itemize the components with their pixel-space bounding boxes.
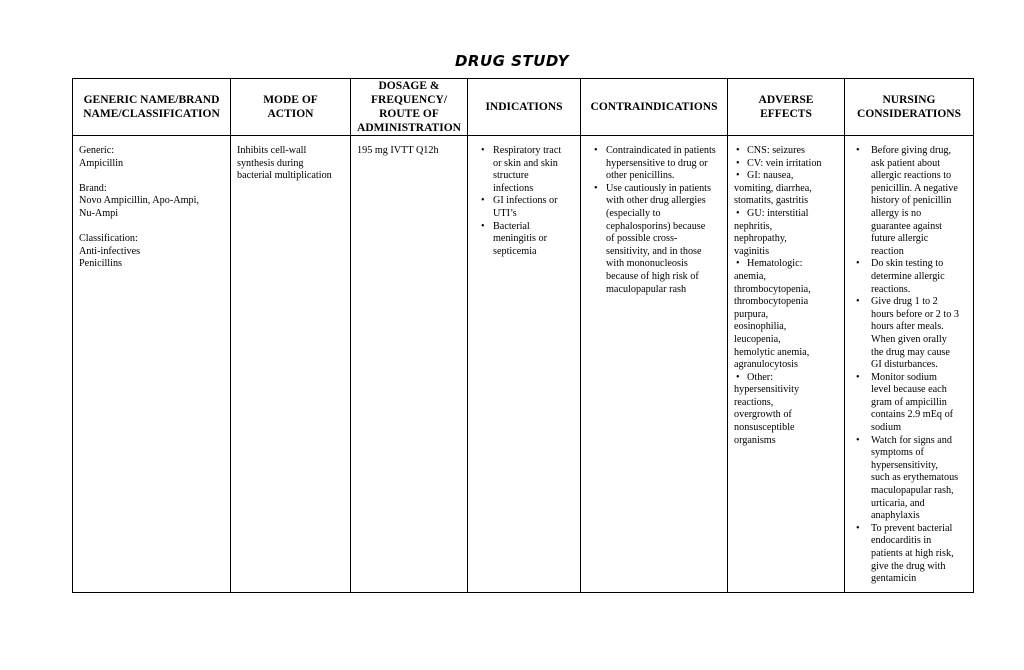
brand-value: Novo Ampicillin, Apo-Ampi, (79, 195, 199, 207)
document-title: DRUG STUDY (454, 52, 570, 70)
drug-study-table (72, 78, 974, 593)
classification-value: Anti-infectives (79, 245, 141, 257)
list-item: • Before giving drug, ask patient about allergic reactions to penicillin. A negative history of penicillin allergy is no guarantee against future allergic reaction (851, 145, 969, 258)
list-item: • CV: vein irritation (734, 158, 840, 171)
generic-name-cell (73, 136, 231, 593)
indications-cell (468, 136, 581, 593)
drug-row (73, 136, 974, 593)
contraindications-list (587, 145, 723, 296)
list-item: • Watch for signs and symptoms of hypersensitivity, such as erythematous maculopapular rash, urticaria, and anaphylaxis (851, 435, 969, 523)
list-item: • GI infections or UTI’s (474, 195, 576, 220)
list-item: • Use cautiously in patients with other drug allergies (especially to cephalosporins) because of possible cross- sensitivity, and in those with mononucleosis because of high risk of maculopapular rash (587, 183, 723, 296)
header-generic-name: GENERIC NAME/BRAND NAME/CLASSIFICATION (73, 79, 231, 136)
header-dosage: DOSAGE & FREQUENCY/ ROUTE OF ADMINISTRATION (351, 79, 468, 136)
header-mode-of-action: MODE OF ACTION (231, 79, 351, 136)
brand-value: Nu-Ampi (79, 207, 119, 219)
list-item: • Bacterial meningitis or septicemia (474, 221, 576, 259)
adverse-effects-list (734, 145, 840, 447)
list-item: • To prevent bacterial endocarditis in patients at high risk, give the drug with gentamicin (851, 523, 969, 586)
nursing-considerations-cell (845, 136, 974, 593)
generic-value: Ampicillin (79, 157, 124, 169)
header-contraindications: CONTRAINDICATIONS (581, 79, 728, 136)
header-nursing-considerations: NURSING CONSIDERATIONS (845, 79, 974, 136)
mode-of-action-cell: Inhibits cell-wall synthesis during bacterial multiplication (231, 136, 351, 593)
adverse-effects-cell (728, 136, 845, 593)
dosage-cell (351, 136, 468, 593)
list-item: • CNS: seizures (734, 145, 840, 158)
list-item: • Other: hypersensitivity reactions, overgrowth of nonsusceptible organisms (734, 372, 840, 448)
list-item: • GU: interstitial nephritis, nephropathy, vaginitis (734, 208, 840, 258)
classification-value: Penicillins (79, 258, 123, 270)
list-item: • Hematologic: anemia, thrombocytopenia, thrombocytopenia purpura, eosinophilia, leucopenia, hemolytic anemia, agranulocytosis (734, 258, 840, 371)
generic-label: Generic: (79, 145, 115, 156)
header-indications: INDICATIONS (468, 79, 581, 136)
classification-label: Classification: (79, 233, 138, 245)
nursing-considerations-list (851, 145, 969, 586)
header-adverse-effects: ADVERSE EFFECTS (728, 79, 845, 136)
list-item: • Do skin testing to determine allergic reactions. (851, 258, 969, 296)
dosage-value: 195 mg IVTT Q12h (357, 145, 439, 156)
indications-list (474, 145, 576, 258)
list-item: • GI: nausea, vomiting, diarrhea, stomatits, gastritis (734, 170, 840, 208)
list-item: • Contraindicated in patients hypersensitive to drug or other penicillins. (587, 145, 723, 183)
header-row (73, 79, 974, 136)
brand-label: Brand: (79, 182, 107, 194)
list-item: • Monitor sodium level because each gram of ampicillin contains 2.9 mEq of sodium (851, 372, 969, 435)
list-item: • Respiratory tract or skin and skin structure infections (474, 145, 576, 195)
list-item: • Give drug 1 to 2 hours before or 2 to 3 hours after meals. When given orally the drug may cause GI disturbances. (851, 296, 969, 372)
contraindications-cell (581, 136, 728, 593)
